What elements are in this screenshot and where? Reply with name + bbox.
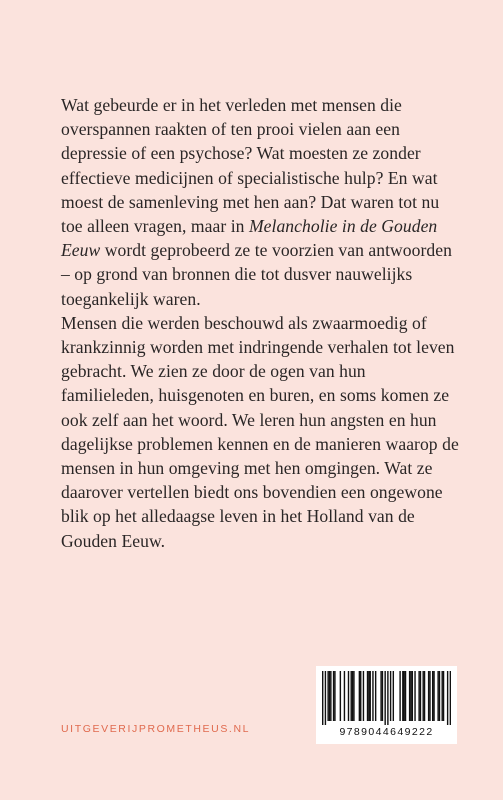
barcode-bar [368, 671, 369, 721]
barcode-bar [429, 671, 430, 721]
barcode-bar [363, 671, 364, 721]
barcode-bar [329, 671, 330, 721]
blurb-paragraph-1-text-end: wordt geprobeerd ze te voorzien van antwoorden – op grond van bronnen die tot dusver nauwelijks toegankelijk waren. [61, 240, 452, 309]
barcode-bar [370, 671, 371, 721]
barcode-bar [403, 671, 404, 721]
book-title-reference: Melancholie in de Gouden Eeuw [61, 216, 438, 261]
blurb-paragraph-1-text: Wat gebeurde er in het verleden met mensen die overspannen raakten of ten prooi vielen aan een depressie of een psychose? Wat moesten ze zonder effectieve medicijnen of specialistische hulp? En wat moest de samenleving met hen aan? Dat waren tot nu toe alleen vragen, maar in [61, 95, 440, 237]
barcode-bars [322, 671, 451, 725]
barcode-bar [418, 671, 419, 721]
barcode-bar [330, 671, 331, 721]
publisher-website[interactable]: UITGEVERIJPROMETHEUS.NL [61, 723, 251, 735]
barcode-bar [409, 671, 410, 721]
barcode-bar [428, 671, 429, 721]
barcode-bar [344, 671, 345, 721]
barcode-bar [380, 671, 381, 721]
barcode-bar [327, 671, 328, 721]
isbn-number: 9789044649222 [339, 726, 434, 738]
barcode-bar [360, 671, 361, 721]
barcode-bar [367, 671, 368, 721]
barcode-bar [437, 671, 438, 721]
barcode-bar [382, 671, 383, 721]
barcode-bar [422, 671, 423, 721]
barcode-bar [353, 671, 354, 721]
barcode-bar [405, 671, 406, 721]
isbn-barcode [316, 666, 457, 744]
barcode-bar [352, 671, 353, 721]
barcode-bar [351, 671, 352, 721]
barcode-bar [414, 671, 415, 721]
barcode-bar [348, 671, 349, 721]
barcode-bar [432, 671, 433, 721]
barcode-bar [439, 671, 440, 721]
barcode-bar [410, 671, 411, 721]
barcode-bar [424, 671, 425, 721]
barcode-bar [334, 671, 335, 721]
blurb-paragraph-1 [61, 93, 461, 311]
back-cover-blurb [61, 93, 461, 553]
barcode-bar [390, 671, 391, 721]
barcode-bar [433, 671, 434, 721]
blurb-paragraph-2: Mensen die werden beschouwd als zwaarmoedig of krankzinnig worden met indringende verhalen tot leven gebracht. We zien ze door de ogen van hun familieleden, huisgenoten en buren, en soms komen ze ook zelf aan het woord. We leren hun angsten en hun dagelijkse problemen kennen en de manieren waarop de mensen in hun omgeving met hen omgingen. Wat ze daarover vertellen biedt ons bovendien een ongewone blik op het alledaagse leven in het Holland van de Gouden Eeuw. [61, 312, 459, 551]
barcode-bar [443, 671, 444, 721]
barcode-bar [393, 671, 394, 721]
barcode-bar [412, 671, 413, 721]
barcode-bar [372, 671, 373, 721]
barcode-bar [399, 671, 400, 721]
barcode-bar [402, 671, 403, 721]
barcode-bar [387, 671, 388, 725]
barcode-bar [325, 671, 326, 725]
barcode-bar [447, 671, 448, 725]
barcode-bar [384, 671, 385, 725]
barcode-bar [322, 671, 323, 725]
barcode-bar [450, 671, 451, 725]
barcode-bar [359, 671, 360, 721]
barcode-bar [375, 671, 376, 721]
barcode-bar [420, 671, 421, 721]
barcode-bar [441, 671, 442, 721]
barcode-bar [340, 671, 341, 721]
barcode-bar [333, 671, 334, 721]
